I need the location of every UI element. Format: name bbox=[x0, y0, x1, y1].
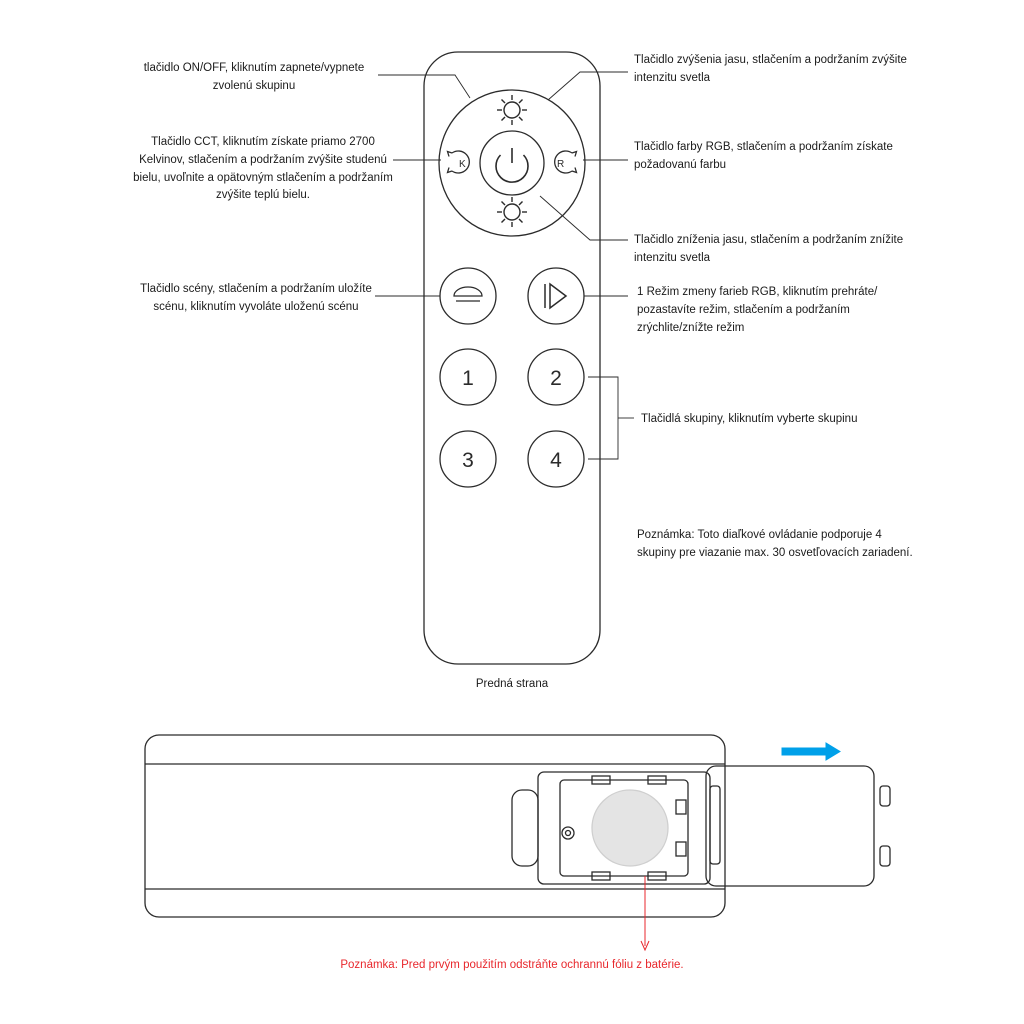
callout-brightness-down-text: Tlačidlo zníženia jasu, stlačením a podržaním znížite intenzitu svetla bbox=[634, 234, 904, 264]
play-mode-icon bbox=[545, 284, 566, 308]
note-groups-capacity-text: Poznámka: Toto diaľkové ovládanie podporuje 4 skupiny pre viazanie max. 30 osvetľovacích zariadení. bbox=[637, 529, 913, 559]
group-button-1-label: 1 bbox=[462, 367, 474, 390]
note-groups-capacity bbox=[637, 527, 917, 563]
svg-text:K: K bbox=[459, 159, 466, 170]
group-button-2-label: 2 bbox=[550, 367, 562, 390]
callout-onoff bbox=[128, 60, 380, 96]
callout-mode bbox=[637, 284, 919, 337]
callout-brightness-down bbox=[634, 232, 920, 268]
caption-front-side-text: Predná strana bbox=[475, 678, 549, 690]
callout-onoff-text: tlačidlo ON/OFF, kliknutím zapnete/vypnete zvolenú skupinu bbox=[143, 62, 365, 92]
callout-rgb bbox=[634, 139, 914, 175]
callout-mode-text: 1 Režim zmeny farieb RGB, kliknutím prehráte/ pozastavíte režim, stlačením a podržaním zrýchlite/znížte režim bbox=[637, 286, 878, 334]
callout-scene bbox=[132, 281, 380, 317]
rgb-icon[interactable] bbox=[555, 151, 577, 173]
mode-button[interactable] bbox=[528, 268, 584, 324]
remote-front-body bbox=[424, 52, 600, 664]
power-icon[interactable] bbox=[496, 148, 528, 182]
note-battery-film bbox=[0, 959, 1024, 971]
svg-text:R: R bbox=[557, 159, 565, 170]
scene-icon bbox=[454, 287, 482, 301]
group-button-3-label: 3 bbox=[462, 449, 474, 472]
callout-groups-text: Tlačidlá skupiny, kliknutím vyberte skupinu bbox=[641, 413, 858, 425]
cct-icon[interactable] bbox=[448, 151, 470, 173]
battery-cover[interactable] bbox=[706, 766, 890, 886]
brightness-down-icon[interactable] bbox=[497, 197, 527, 227]
callout-cct bbox=[132, 134, 394, 205]
slide-direction-arrow bbox=[782, 743, 840, 760]
callout-brightness-up bbox=[634, 52, 914, 88]
brightness-up-icon[interactable] bbox=[497, 95, 527, 125]
note-battery-film-text: Poznámka: Pred prvým použitím odstráňte ochrannú fóliu z batérie. bbox=[340, 959, 684, 971]
battery-note-pointer bbox=[641, 876, 649, 950]
caption-front-side bbox=[422, 678, 602, 690]
callout-brightness-up-text: Tlačidlo zvýšenia jasu, stlačením a podržaním zvýšite intenzitu svetla bbox=[634, 54, 907, 84]
callout-cct-text: Tlačidlo CCT, kliknutím získate priamo 2700 Kelvinov, stlačením a podržaním zvýšite studenú bielu, uvoľnite a opätovným stlačením a podržaním zvýšite teplú bielu. bbox=[133, 136, 393, 202]
tray-latch bbox=[512, 790, 574, 866]
callout-rgb-text: Tlačidlo farby RGB, stlačením a podržaním získate požadovanú farbu bbox=[634, 141, 893, 171]
callout-groups bbox=[641, 411, 901, 429]
leader-lines-right bbox=[540, 72, 634, 459]
group-button-4-label: 4 bbox=[550, 449, 562, 472]
callout-scene-text: Tlačidlo scény, stlačením a podržaním uložíte scénu, kliknutím vyvoláte uloženú scénu bbox=[140, 283, 372, 313]
